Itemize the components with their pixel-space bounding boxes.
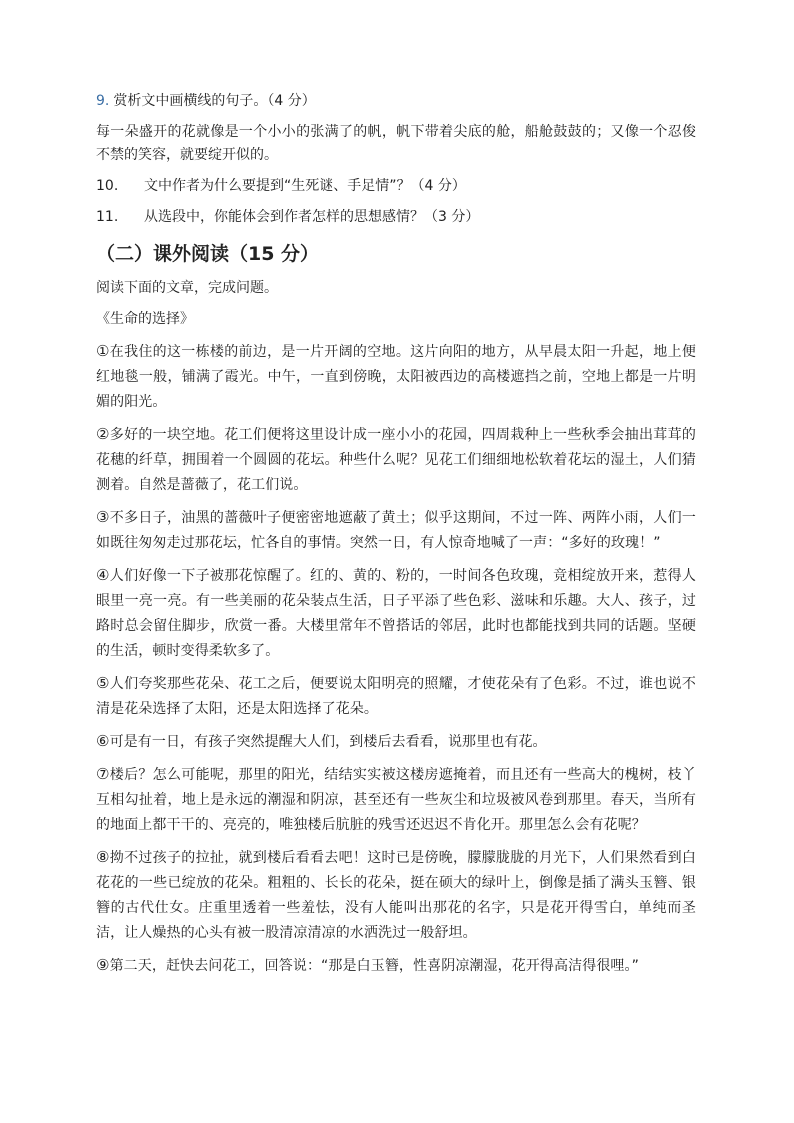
article-title: 《生命的选择》	[96, 311, 194, 327]
question-number: 10.	[96, 178, 119, 194]
paragraph-2	[96, 422, 696, 498]
paragraph-marker: ③	[96, 508, 110, 526]
question-text: 文中作者为什么要提到“生死谜、手足情”？（4 分）	[144, 178, 466, 194]
paragraph-text: 楼后？怎么可能呢，那里的阳光，结结实实被这楼房遮掩着，而且还有一些高大的槐树，枝丫互相勾扯着，地上是永远的潮湿和阴凉，甚至还有一些灰尘和垃圾被风卷到那里。春天，当所有的地面上都干干的、亮亮的，唯独楼后肮脏的残雪还迟迟不肯化开。那里怎么会有花呢？	[96, 767, 696, 833]
question-number: 9.	[96, 93, 110, 109]
paragraph-text: 在我住的这一栋楼的前边，是一片开阔的空地。这片向阳的地方，从早晨太阳一升起，地上便红地毯一般，铺满了霞光。中午，一直到傍晚，太阳被西边的高楼遮挡之前，空地上都是一片明媚的阳光。	[96, 344, 696, 410]
section-heading: （二）课外阅读（15 分）	[96, 243, 320, 265]
paragraph-8	[96, 845, 696, 946]
paragraph-3	[96, 505, 696, 556]
paragraph-marker: ⑥	[96, 732, 110, 750]
paragraph-text: 可是有一日，有孩子突然提醒大人们，到楼后去看看，说那里也有花。	[109, 734, 547, 750]
question-text: 从选段中，你能体会到作者怎样的思想感情？（3 分）	[144, 209, 480, 225]
paragraph-4	[96, 563, 696, 664]
paragraph-marker: ⑨	[96, 956, 110, 974]
question-number: 11.	[96, 209, 119, 225]
question-10	[96, 175, 696, 198]
section-instruction: 阅读下面的文章，完成问题。	[96, 280, 278, 296]
paragraph-marker: ②	[96, 425, 110, 443]
paragraph-text: 不多日子，油黑的蔷薇叶子便密密地遮蔽了黄土；似乎这期间，不过一阵、两阵小雨，人们一如既往匆匆走过那花坛，忙各自的事情。突然一日，有人惊奇地喊了一声：“多好的玫瑰！”	[96, 510, 696, 551]
question-11	[96, 206, 696, 229]
paragraph-9	[96, 953, 696, 979]
question-9-quote: 每一朵盛开的花就像是一个小小的张满了的帆，帆下带着尖底的舱，船舱鼓鼓的；又像一个忍俊不禁的笑容，就要绽开似的。	[96, 124, 696, 163]
paragraph-text: 多好的一块空地。花工们便将这里设计成一座小小的花园，四周栽种上一些秋季会抽出茸茸的花穗的纤草，拥围着一个圆圆的花坛。种些什么呢？见花工们细细地松软着花坛的湿土，人们猜测着。自然是蔷薇了，花工们说。	[96, 427, 696, 493]
question-text: 赏析文中画横线的句子。（4 分）	[113, 93, 316, 109]
paragraph-marker: ④	[96, 566, 110, 584]
paragraph-marker: ⑤	[96, 674, 110, 692]
document-page	[96, 90, 696, 986]
paragraph-7	[96, 762, 696, 838]
paragraph-1	[96, 339, 696, 415]
paragraph-text: 第二天，赶快去问花工，回答说：“那是白玉簪，性喜阴凉潮湿，花开得高洁得很哩。”	[109, 958, 639, 974]
question-9	[96, 90, 696, 113]
paragraph-6	[96, 729, 696, 755]
paragraph-5	[96, 671, 696, 722]
paragraph-text: 人们夸奖那些花朵、花工之后，便要说太阳明亮的照耀，才使花朵有了色彩。不过，谁也说不清是花朵选择了太阳，还是太阳选择了花朵。	[96, 676, 696, 717]
paragraph-text: 拗不过孩子的拉扯，就到楼后看看去吧！这时已是傍晚，朦朦胧胧的月光下，人们果然看到白花花的一些已绽放的花朵。粗粗的、长长的花朵，挺在硕大的绿叶上，倒像是插了满头玉簪、银簪的古代仕女。庄重里透着一些羞怯，没有人能叫出那花的名字，只是花开得雪白，单纯而圣洁，让人燥热的心头有被一股清凉清凉的水洒洗过一般舒坦。	[96, 850, 696, 941]
paragraph-marker: ⑧	[96, 848, 110, 866]
paragraph-text: 人们好像一下子被那花惊醒了。红的、黄的、粉的，一时间各色玫瑰，竞相绽放开来，惹得人眼里一亮一亮。有一些美丽的花朵装点生活，日子平添了些色彩、滋味和乐趣。大人、孩子，过路时总会留住脚步，欣赏一番。大楼里常年不曾搭话的邻居，此时也都能找到共同的话题。坚硬的生活，顿时变得柔软多了。	[96, 568, 696, 659]
paragraph-marker: ①	[96, 342, 110, 360]
paragraph-marker: ⑦	[96, 765, 110, 783]
